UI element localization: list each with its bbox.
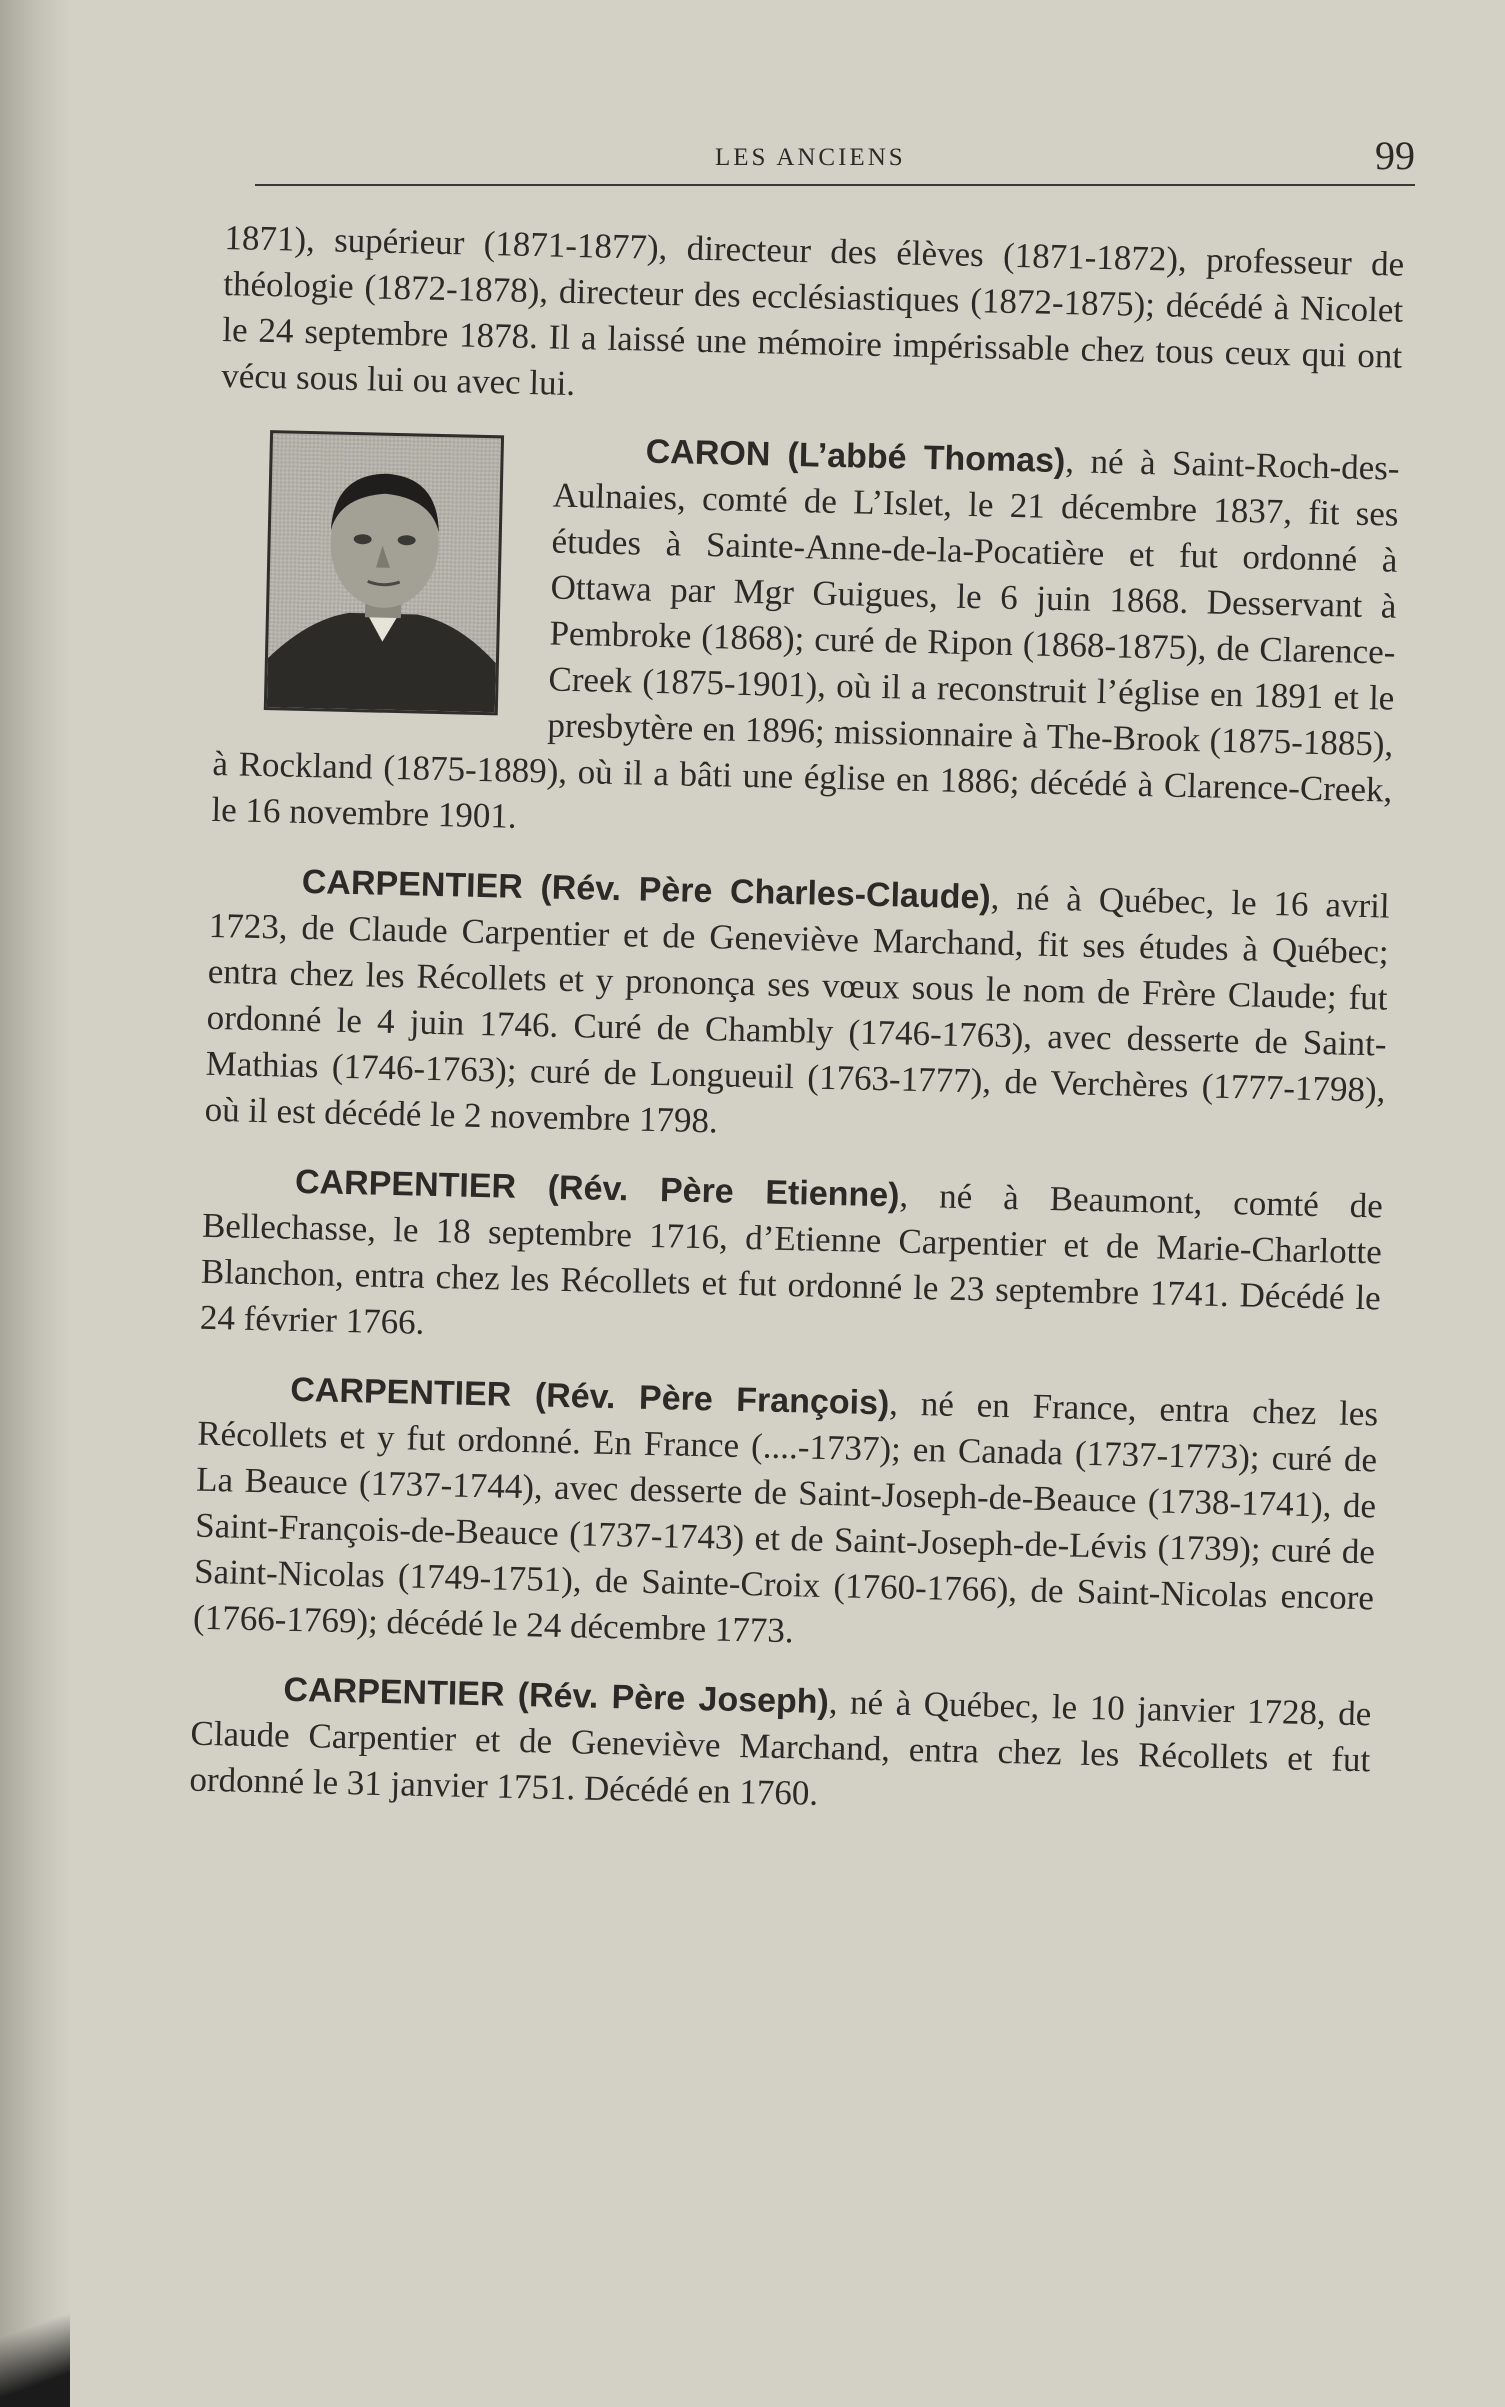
entry-text: , né à Beaumont, comté de Bellechasse, le 18 septembre 1716, d’Etienne Carpentier et de Marie-Charlotte Blanchon, entra chez les Récollets et fut ordonné le 23 septembre 1741. Décédé le 24 février 1766. xyxy=(199,1175,1384,1342)
entry-text: , né à Québec, le 10 janvier 1728, de Claude Carpentier et de Geneviève Marchand, entra chez les Récollets et fut ordonné le 31 janvier 1751. Décédé en 1760. xyxy=(189,1682,1372,1813)
entry-name: CARON (L’abbé Thomas) xyxy=(645,432,1066,481)
continuation-paragraph: 1871), supérieur (1871-1877), directeur des élèves (1871-1872), professeur de théologie (1872-1878), directeur des ecclésiastiques (1872-1875); décédé à Nicolet le 24 septembre 1878. Il a laissé une mémoire impérissable chez tous ceux qui ont vécu sous lui ou avec lui. xyxy=(220,217,1405,403)
running-header xyxy=(255,130,1415,190)
entry-carpentier-etienne xyxy=(199,1157,1383,1368)
entry-name: CARPENTIER (Rév. Père François) xyxy=(289,1370,890,1423)
entry-carpentier-charles-claude xyxy=(204,857,1390,1160)
entry-name: CARPENTIER (Rév. Père Joseph) xyxy=(283,1670,830,1722)
main-text xyxy=(188,215,1404,1853)
entry-caron xyxy=(211,419,1400,860)
page-number: 99 xyxy=(1375,133,1415,178)
entry-name: CARPENTIER (Rév. Père Charles-Claude) xyxy=(301,862,992,917)
entry-name: CARPENTIER (Rév. Père Etienne) xyxy=(294,1162,900,1215)
portrait-figure xyxy=(267,433,501,712)
portrait-photo xyxy=(264,430,504,715)
entry-text: , né à Saint-Roch-des-Aulnaies, comté de L’Islet, le 21 décembre 1837, fit ses études à Sainte-Anne-de-la-Pocatière et fut ordonné à Ottawa par Mgr Guigues, le 6 juin 1868. Desservant à Pembroke (1868); curé de Ripon (1868-1875), de Clarence-Creek (1875-1901), où il a reconstruit l’église en 1891 et le presbytère en 1896; missionnaire à The-Brook (1875-1885), à Rockland (1875-1889), où il a bâti une église en 1886; décédé à Clarence-Creek, le 16 novembre 1901. xyxy=(211,441,1400,836)
running-title: LES ANCIENS xyxy=(715,144,906,171)
header-rule xyxy=(255,184,1415,186)
entry-carpentier-joseph xyxy=(189,1665,1372,1830)
entry-carpentier-francois xyxy=(193,1365,1379,1668)
entry-text: , né en France, entra chez les Récollets et y fut ordonné. En France (....-1737); en Canada (1737-1773); curé de La Beauce (1737-1744), avec desserte de Saint-Joseph-de-Beauce (1738-1741), de Saint-François-de-Beauce (1737-1743) et de Saint-Joseph-de-Lévis (1739); curé de Saint-Nicolas (1749-1751), de Sainte-Croix (1760-1766), de Saint-Nicolas encore (1766-1769); décédé le 24 décembre 1773. xyxy=(192,1383,1379,1651)
entry-text: , né à Québec, le 16 avril 1723, de Claude Carpentier et de Geneviève Marchand, fit ses études à Québec; entra chez les Récollets et y prononça ses vœux sous le nom de Frère Claude; fut ordonné le 4 juin 1746. Curé de Chambly (1746-1763), avec desserte de Saint-Mathias (1746-1763); curé de Longueuil (1763-1777), de Verchères (1777-1798), où il est décédé le 2 novembre 1798. xyxy=(204,877,1391,1141)
